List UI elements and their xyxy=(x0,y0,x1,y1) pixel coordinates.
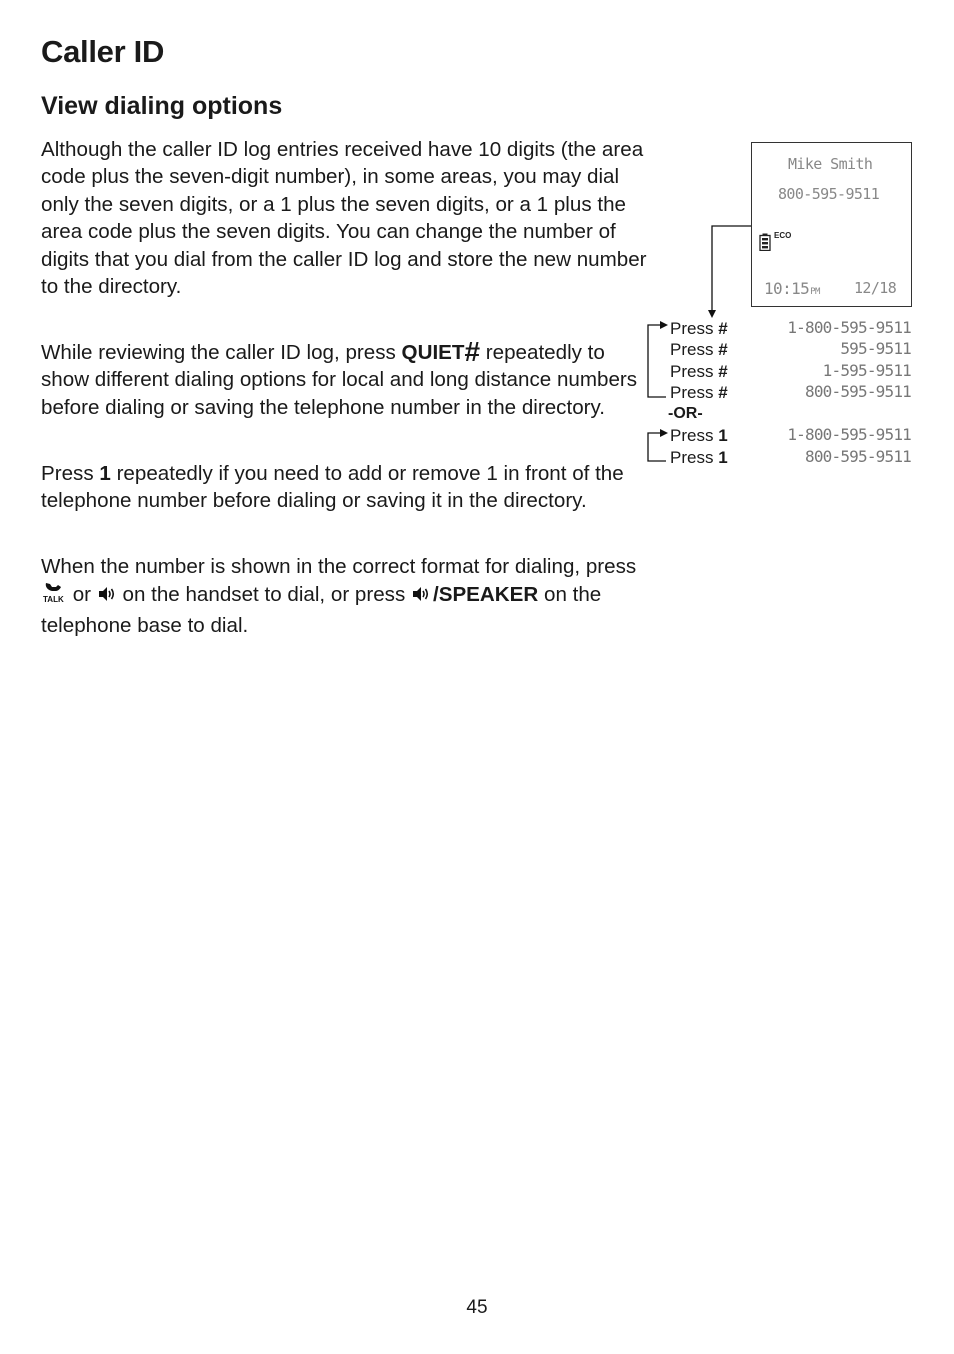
key-label: # xyxy=(718,319,728,338)
text-span: Press xyxy=(670,362,719,381)
text-span: While reviewing the caller ID log, press xyxy=(41,341,402,364)
dial-number: 800-595-9511 xyxy=(805,382,911,401)
dialing-option-row xyxy=(670,319,911,341)
text-span: on the telephone base to dial. xyxy=(41,583,602,637)
press-label xyxy=(670,340,728,360)
one-key-label: 1 xyxy=(99,462,111,485)
key-label: 1 xyxy=(718,426,728,445)
or-separator: -OR- xyxy=(668,405,703,422)
caller-name: Mike Smith xyxy=(788,155,873,173)
text-span: Press xyxy=(670,426,719,445)
call-date: 12/18 xyxy=(854,279,897,297)
dial-number: 800-595-9511 xyxy=(805,447,911,466)
caller-number: 800-595-9511 xyxy=(778,185,880,203)
text-span: repeatedly if you need to add or remove 1 in front of the telephone number before dialing or saving it in the directory. xyxy=(41,462,624,513)
eco-indicator: ECO xyxy=(774,231,792,240)
dial-number: 595-9511 xyxy=(840,339,911,358)
text-span: Press xyxy=(670,340,719,359)
dialing-option-row xyxy=(670,362,911,384)
press-label xyxy=(670,383,728,403)
section-heading: View dialing options xyxy=(41,92,283,120)
text-span: on the handset to dial, or press xyxy=(116,583,411,607)
quiet-key-label: QUIET xyxy=(401,341,465,364)
dialing-option-row xyxy=(670,383,911,405)
text-span: repeatedly to show different dialing options for local and long distance numbers before dialing or saving the telephone number in the directory. xyxy=(41,341,638,419)
dial-number: 1-800-595-9511 xyxy=(787,425,911,444)
text-span: Press xyxy=(670,319,719,338)
talk-icon-label: TALK xyxy=(43,595,64,605)
press-label xyxy=(670,448,728,468)
key-label: 1 xyxy=(718,448,728,467)
hash-key-symbol: # xyxy=(464,336,481,367)
page-title: Caller ID xyxy=(41,34,165,69)
text-span: Press xyxy=(670,448,719,467)
intro-paragraph: Although the caller ID log entries received have 10 digits (the area code plus the seven-digit number), in some areas, you may dial only the seven digits, or a 1 plus the seven digits, or a 1 plus the area code plus the seven digits. You can change the number of digits that you dial from the caller ID log and store the new number to the directory. xyxy=(41,138,647,299)
dial-number: 1-595-9511 xyxy=(822,361,911,380)
press-label xyxy=(670,426,728,446)
press-label xyxy=(670,319,728,339)
dial-number: 1-800-595-9511 xyxy=(787,318,911,337)
text-span: When the number is shown in the correct format for dialing, press xyxy=(41,555,637,578)
text-span: Press xyxy=(41,462,100,485)
text-span: Press xyxy=(670,383,719,402)
press-label xyxy=(670,362,728,382)
dialing-option-row xyxy=(670,426,911,448)
speaker-key-label: /SPEAKER xyxy=(432,583,539,607)
text-span: or xyxy=(67,583,97,607)
am-pm-indicator: PM xyxy=(810,287,820,297)
key-label: # xyxy=(718,383,728,402)
dialing-option-row xyxy=(670,340,911,362)
dialing-option-row xyxy=(670,448,911,470)
time-value: 10:15 xyxy=(764,279,810,298)
key-label: # xyxy=(718,340,728,359)
page-number: 45 xyxy=(466,1297,488,1318)
key-label: # xyxy=(718,362,728,381)
